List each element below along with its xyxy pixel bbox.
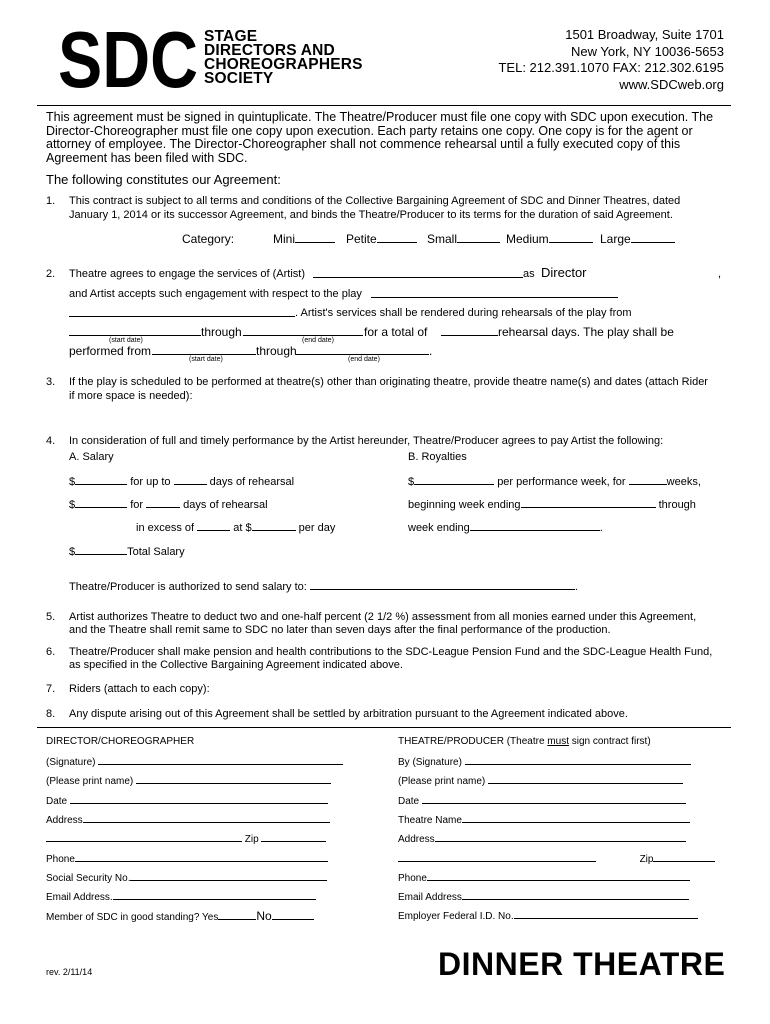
producer-phone-field[interactable] [427,871,690,881]
category-label-petite: Petite [346,232,377,246]
salary-recipient-row [69,580,578,593]
for-total-label: for a total of [364,325,428,339]
clause3-text: If the play is scheduled to be performed at theatre(s) other than originating theatre, provide theatre name(s) and dates (attach Rider [69,376,708,388]
theatre-name-field[interactable] [462,813,690,823]
clause-number: 7. [46,683,56,695]
director-signature-row [46,755,343,768]
royalty-row-2 [408,498,696,511]
clause-number: 5. [46,611,56,623]
phone-label: Phone [46,854,75,865]
director-zip-field[interactable] [261,832,326,842]
director-address-row [46,813,330,826]
email-label: Email Address. [46,892,113,903]
week-ending-field[interactable] [470,521,600,531]
zip-label: Zip [244,834,259,845]
total-salary-label: Total Salary [127,546,185,558]
signature-label: (Signature) [46,757,96,768]
director-phone-field[interactable] [75,852,328,862]
director-ssn-row [46,871,327,884]
producer-employer-id-row [398,909,698,922]
date-label: Date [46,796,68,807]
rehearsal-end-field[interactable] [243,326,363,336]
director-address-field-2[interactable] [46,832,242,842]
director-email-field[interactable] [113,890,316,900]
clause2-services: . Artist's services shall be rendered during rehearsals of the play from [295,307,632,319]
salary-amount-field[interactable] [75,475,127,485]
org-line: SOCIETY [204,70,274,87]
start-date-caption: (start date) [109,337,143,344]
clause7-text: Riders (attach to each copy): [69,683,210,695]
as-label: as [523,268,535,280]
address-line: TEL: 212.391.1070 FAX: 212.302.6195 [498,60,724,75]
rehearsal-days-label: rehearsal days. The play shall be [498,325,674,339]
authorized-label: Theatre/Producer is authorized to send salary to: [69,581,307,593]
beginning-week-label: beginning week ending [408,499,521,511]
director-ssn-field[interactable] [130,871,327,881]
by-signature-label: By (Signature) [398,757,462,768]
producer-name-row [398,774,683,787]
ssn-label: Social Security No. [46,873,131,884]
weeks-field[interactable] [629,475,667,485]
clause-number: 3. [46,376,56,388]
category-label-large: Large [600,232,631,246]
category-label-mini: Mini [273,232,296,246]
constitutes-heading: The following constitutes our Agreement: [46,172,281,187]
clause-number: 6. [46,646,56,658]
director-zip-row [46,832,326,845]
salary-row-3 [136,521,335,534]
total-salary-row [69,545,185,558]
at-label: at $ [233,522,252,534]
dollar-sign: $ [69,546,76,558]
days-field[interactable] [146,498,180,508]
intro-paragraph: This agreement must be signed in quintuplicate. The Theatre/Producer must file one copy with SDC upon execution. The Director-Choreographer must file one copy upon execution. Each party retains one copy. One copy is for the agent or attorney of employee. The Director-Choreographer shall not commence rehearsal until a fully executed copy of this Agreement has been filed with SDC. [46,110,714,165]
clause3-text: if more space is needed): [69,390,193,402]
salary-row-1 [69,475,294,488]
category-medium-field[interactable] [549,233,593,243]
salary-heading: A. Salary [69,451,114,463]
member-label: Member of SDC in good standing? Yes [46,912,219,923]
phone-label: Phone [398,873,427,884]
director-signature-field[interactable] [98,755,343,765]
date-label: Date [398,796,420,807]
svg-text:SDC: SDC [58,25,198,97]
category-label-small: Small [427,232,458,246]
for-up-to-label: for up to [130,476,171,488]
director-phone-row [46,852,328,865]
producer-heading-text: THEATRE/PRODUCER (Theatre [398,736,548,747]
role-value[interactable]: Director [541,265,587,280]
address-label: Address [46,815,83,826]
period: . [429,344,433,358]
clause-number: 4. [46,435,56,447]
rehearsal-days-field[interactable] [441,326,498,336]
clause1-text: January 1, 2014 or its successor Agreement, and binds the Theatre/Producer to its terms for the duration of said Agreement. [69,209,673,221]
member-no-field[interactable] [272,910,314,920]
org-name [204,30,363,86]
per-week-label: per performance week, for [497,476,626,488]
artist-name-field[interactable] [313,268,523,278]
director-email-row [46,890,316,903]
per-day-amount-field[interactable] [252,521,296,531]
weeks-label: weeks, [666,476,701,488]
producer-address-field[interactable] [435,832,686,842]
through-label: through [658,499,696,511]
org-line: CHOREOGRAPHERS [204,56,363,73]
producer-date-field[interactable] [422,794,686,804]
category-petite[interactable] [346,232,417,246]
director-name-field[interactable] [136,774,331,784]
employer-id-label: Employer Federal I.D. No. [398,911,514,922]
signature-divider [37,727,731,728]
rehearsal-start-field[interactable] [69,326,201,336]
form-title: DINNER THEATRE [438,946,726,982]
org-address [498,27,724,93]
performed-from-label: performed from [69,344,152,358]
org-line: DIRECTORS AND [204,42,335,59]
category-label-medium: Medium [506,232,549,246]
salary-amount-field[interactable] [75,498,127,508]
zip-label: Zip [639,854,654,865]
end-date-caption: (end date) [302,337,334,344]
excess-days-field[interactable] [197,521,230,531]
director-heading: DIRECTOR/CHOREOGRAPHER [46,736,195,747]
in-excess-label: in excess of [136,522,195,534]
royalties-heading: B. Royalties [408,451,467,463]
category-small-field[interactable] [457,233,500,243]
clause-number: 2. [46,268,56,280]
employer-id-field[interactable] [514,909,698,919]
print-name-label: (Please print name) [398,776,486,787]
print-name-label: (Please print name) [46,776,134,787]
producer-address-row [398,832,686,845]
salary-recipient-field[interactable] [310,580,575,590]
producer-heading [398,736,651,747]
for-label: for [130,499,144,511]
sdc-logo-icon [58,25,200,97]
start-date-caption: (start date) [189,356,223,363]
period: . [599,522,603,534]
days-rehearsal-label: days of rehearsal [209,476,295,488]
producer-signature-row [398,755,691,768]
director-date-field[interactable] [70,794,328,804]
category-medium[interactable] [506,232,593,246]
director-member-row [46,909,314,923]
period: . [574,581,578,593]
producer-signature-field[interactable] [465,755,691,765]
producer-heading-emphasis: must [547,736,569,747]
website-link[interactable]: www.SDCweb.org [619,76,724,92]
end-date-caption: (end date) [348,356,380,363]
address-line: New York, NY 10036-5653 [571,43,724,59]
director-date-row [46,794,328,807]
director-name-row [46,774,331,787]
clause-number: 1. [46,195,56,207]
category-label: Category: [182,232,235,246]
clause5-text: and the Theatre shall remit same to SDC no later than seven days after the final performance of the production. [69,624,611,636]
royalty-amount-field[interactable] [414,475,494,485]
days-field[interactable] [174,475,207,485]
week-ending-label: week ending [408,522,470,534]
producer-name-field[interactable] [488,774,683,784]
address-line: 1501 Broadway, Suite 1701 [565,27,724,42]
member-yes-field[interactable] [218,910,256,920]
clause8-text: Any dispute arising out of this Agreement shall be settled by arbitration pursuant to the Agreement indicated above. [69,708,628,720]
performance-end-field[interactable] [296,345,429,355]
producer-date-row [398,794,686,807]
email-label: Email Address [398,892,462,903]
producer-theatre-row [398,813,690,826]
category-mini-field[interactable] [295,233,335,243]
clause2-accepts: and Artist accepts such engagement with respect to the play [69,288,362,300]
performance-start-field[interactable] [152,345,256,355]
through-label: through [256,344,297,358]
producer-heading-text: sign contract first) [568,736,651,747]
producer-address-field-2[interactable] [398,852,596,862]
category-small[interactable] [427,232,500,246]
dollar-sign: $ [408,476,415,488]
director-address-field[interactable] [83,813,330,823]
days-rehearsal-label: days of rehearsal [183,499,268,511]
clause1-text: This contract is subject to all terms and conditions of the Collective Bargaining Agreement of SDC and Dinner Theatres, dated [69,195,681,207]
clause5-text: Artist authorizes Theatre to deduct two and one-half percent (2 1/2 %) assessment from all monies earned under this Agreement, [69,611,697,623]
clause6-text: Theatre/Producer shall make pension and health contributions to the SDC-League Pension Fund and the SDC-League Health Fund, [69,646,713,658]
producer-phone-row [398,871,690,884]
per-day-label: per day [298,522,336,534]
clause4-intro: In consideration of full and timely performance by the Artist hereunder, Theatre/Producer agrees to pay Artist the following: [69,435,664,447]
play-title-field[interactable] [371,288,618,298]
clause6-text: as specified in the Collective Bargaining Agreement indicated above. [69,659,403,671]
producer-email-field[interactable] [462,890,689,900]
play-title-field-2[interactable] [69,307,295,317]
no-label: No [256,909,272,923]
royalty-row-3 [408,521,603,534]
category-petite-field[interactable] [377,233,417,243]
clause-number: 8. [46,708,56,720]
theatre-name-label: Theatre Name [398,815,462,826]
revision-date: rev. 2/11/14 [46,967,93,977]
beginning-week-field[interactable] [521,498,656,508]
producer-zip-row [398,852,715,865]
org-line: STAGE [204,28,258,45]
producer-email-row [398,890,689,903]
total-salary-field[interactable] [75,545,127,555]
salary-row-2 [69,498,268,511]
header-divider [37,105,731,106]
comma: , [718,268,722,280]
dollar-sign: $ [69,499,76,511]
address-label: Address [398,834,435,845]
through-label: through [201,325,242,339]
dollar-sign: $ [69,476,76,488]
category-large-field[interactable] [631,233,675,243]
clause2-engage: Theatre agrees to engage the services of (Artist) [69,268,306,280]
category-mini[interactable] [273,232,335,246]
royalty-row-1 [408,475,701,488]
category-large[interactable] [600,232,675,246]
producer-zip-field[interactable] [653,852,715,862]
